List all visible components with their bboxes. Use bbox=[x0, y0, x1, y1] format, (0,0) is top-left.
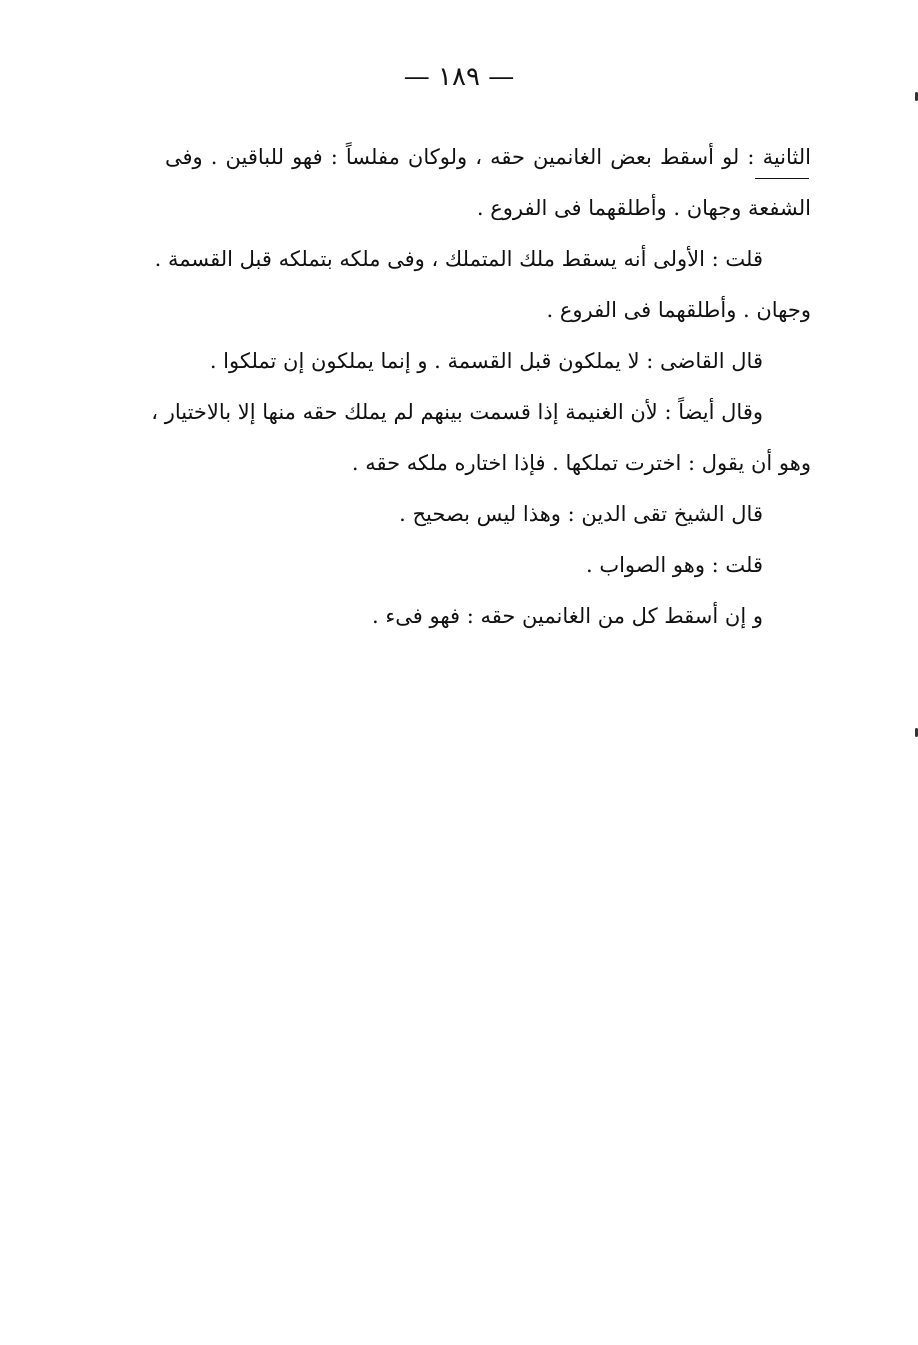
text-line-10: و إن أسقط كل من الغانمين حقه : فهو فىء . bbox=[372, 604, 763, 628]
text-line-4: وجهان . وأطلقهما فى الفروع . bbox=[546, 298, 811, 322]
text-line-1-rest: : لو أسقط بعض الغانمين حقه ، ولوكان مفلساً : فهو للباقين . وفى bbox=[165, 145, 763, 169]
text-line-3: قلت : الأولى أنه يسقط ملك المتملك ، وفى ملكه بتملكه قبل القسمة . bbox=[154, 247, 763, 271]
body-text bbox=[151, 132, 811, 642]
text-line-9: قلت : وهو الصواب . bbox=[585, 553, 763, 577]
lead-word-underline bbox=[755, 178, 809, 179]
lead-word bbox=[763, 145, 811, 169]
text-line-8: قال الشيخ تقى الدين : وهذا ليس بصحيح . bbox=[399, 502, 763, 526]
text-line-2: الشفعة وجهان . وأطلقهما فى الفروع . bbox=[476, 196, 811, 220]
text-line-1 bbox=[165, 132, 811, 183]
page-number: — ١٨٩ — bbox=[403, 62, 515, 92]
text-line-5: قال القاضى : لا يملكون قبل القسمة . و إنما يملكون إن تملكوا . bbox=[209, 349, 763, 373]
lead-word-text: الثانية bbox=[762, 145, 811, 169]
text-line-6: وقال أيضاً : لأن الغنيمة إذا قسمت بينهم لم يملك حقه منها إلا بالاختيار ، bbox=[151, 400, 763, 424]
text-line-7: وهو أن يقول : اخترت تملكها . فإذا اختاره ملكه حقه . bbox=[351, 451, 811, 475]
